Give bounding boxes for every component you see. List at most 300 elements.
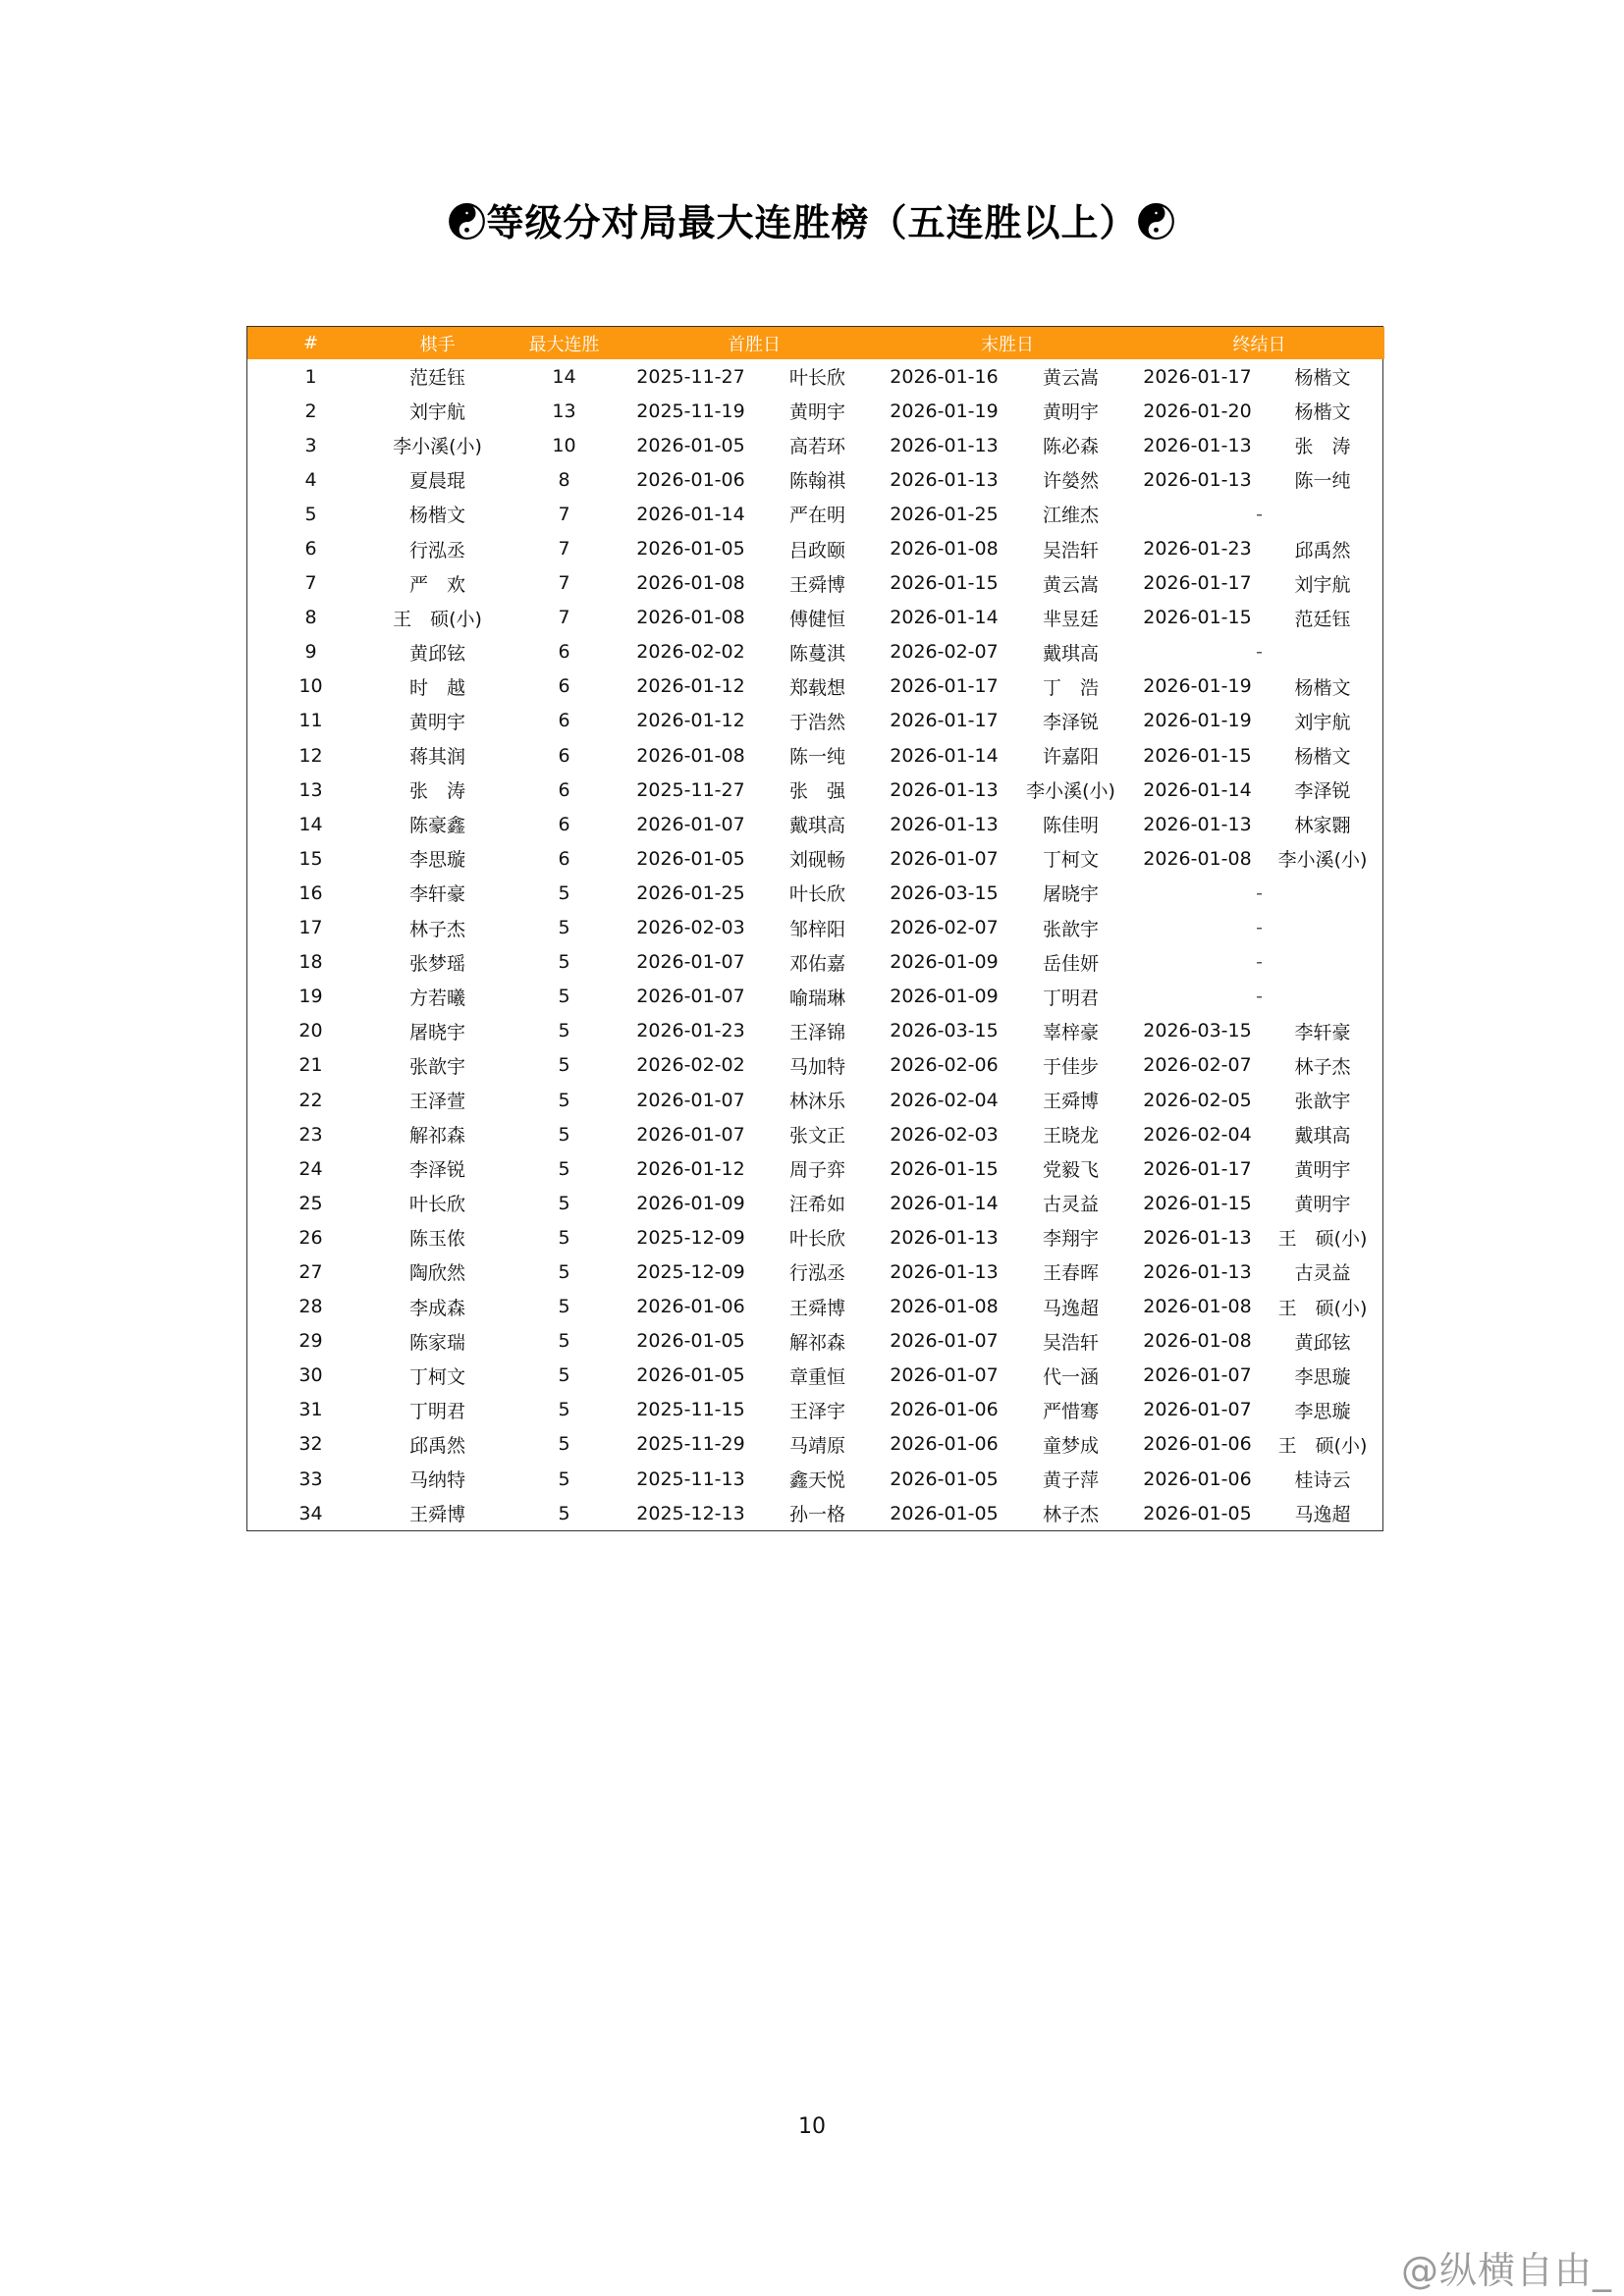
last-win-opponent-cell: 严惜骞 <box>1042 1400 1099 1422</box>
end-date-cell: - <box>1256 503 1263 525</box>
first-win-date-cell: 2026-02-02 <box>636 1054 745 1077</box>
table-row <box>247 497 1384 531</box>
end-opponent-cell: 王 硕(小) <box>1277 1434 1368 1457</box>
player-cell: 范廷钰 <box>408 367 465 390</box>
end-opponent-cell: 杨楷文 <box>1294 746 1351 769</box>
player-cell: 陈玉侬 <box>408 1228 465 1251</box>
streak-cell: 7 <box>558 538 570 561</box>
first-win-date-cell: 2026-01-12 <box>636 710 745 732</box>
rank-cell: 9 <box>304 641 317 664</box>
table-row <box>247 566 1384 601</box>
first-win-date-cell: 2026-01-07 <box>636 1089 745 1111</box>
end-date-cell: - <box>1256 881 1263 904</box>
first-win-date-cell: 2026-01-05 <box>636 1330 745 1353</box>
first-win-opponent-cell: 喻瑞琳 <box>788 987 845 1009</box>
end-date-cell: 2026-01-17 <box>1143 365 1252 388</box>
end-opponent-cell: 李小溪(小) <box>1277 849 1368 872</box>
first-win-opponent-cell: 马靖原 <box>788 1434 845 1457</box>
streak-cell: 5 <box>558 1123 570 1146</box>
end-opponent-cell: 黄明宇 <box>1294 1159 1351 1182</box>
player-cell: 严 欢 <box>408 573 465 596</box>
first-win-date-cell: 2026-01-23 <box>636 1020 745 1042</box>
end-date-cell: 2026-01-08 <box>1143 1296 1252 1318</box>
last-win-date-cell: 2026-01-08 <box>890 1296 999 1318</box>
first-win-opponent-cell: 解祁森 <box>788 1331 845 1354</box>
end-date-cell: 2026-01-13 <box>1143 1260 1252 1283</box>
streak-cell: 5 <box>558 1468 570 1490</box>
last-win-date-cell: 2026-02-03 <box>890 1123 999 1146</box>
first-win-opponent-cell: 陈翰祺 <box>788 470 845 493</box>
last-win-opponent-cell: 丁明君 <box>1042 987 1099 1009</box>
player-cell: 张梦瑶 <box>408 952 465 975</box>
first-win-opponent-cell: 陈一纯 <box>788 746 845 769</box>
end-date-cell: 2026-01-07 <box>1143 1364 1252 1387</box>
table-row <box>247 462 1384 497</box>
end-opponent-cell: 范廷钰 <box>1294 608 1351 630</box>
first-win-date-cell: 2026-02-03 <box>636 917 745 939</box>
last-win-opponent-cell: 代一涵 <box>1042 1365 1099 1388</box>
last-win-date-cell: 2026-01-13 <box>890 778 999 801</box>
rank-cell: 6 <box>304 538 317 561</box>
first-win-date-cell: 2025-11-13 <box>636 1468 745 1490</box>
player-cell: 黄邱铉 <box>408 642 465 665</box>
table-row <box>247 1186 1384 1220</box>
first-win-opponent-cell: 王舜博 <box>788 1297 845 1319</box>
player-cell: 王 硕(小) <box>393 608 482 630</box>
end-opponent-cell: 张 涛 <box>1294 436 1351 458</box>
first-win-date-cell: 2026-02-02 <box>636 641 745 664</box>
player-cell: 行泓丞 <box>408 539 465 561</box>
last-win-date-cell: 2026-01-17 <box>890 675 999 698</box>
end-date-cell: 2026-02-04 <box>1143 1123 1252 1146</box>
last-win-date-cell: 2026-01-15 <box>890 572 999 595</box>
end-date-cell: 2026-03-15 <box>1143 1020 1252 1042</box>
end-date-cell: 2026-01-14 <box>1143 778 1252 801</box>
last-win-date-cell: 2026-01-25 <box>890 503 999 525</box>
first-win-opponent-cell: 汪希如 <box>788 1194 845 1216</box>
end-date-cell: - <box>1256 917 1263 939</box>
streak-cell: 5 <box>558 917 570 939</box>
first-win-opponent-cell: 王泽宇 <box>788 1400 845 1422</box>
end-date-cell: 2026-02-05 <box>1143 1089 1252 1111</box>
last-win-date-cell: 2026-01-14 <box>890 1192 999 1214</box>
last-win-opponent-cell: 许嘉阳 <box>1042 746 1099 769</box>
streak-cell: 6 <box>558 778 570 801</box>
end-date-cell: 2026-01-20 <box>1143 400 1252 422</box>
first-win-date-cell: 2026-01-08 <box>636 607 745 629</box>
end-opponent-cell: 李思璇 <box>1294 1365 1351 1388</box>
streak-cell: 5 <box>558 1260 570 1283</box>
rank-cell: 7 <box>304 572 317 595</box>
table-body <box>247 359 1384 1530</box>
watermark: @纵横自由_ <box>1400 2249 1612 2292</box>
player-cell: 李泽锐 <box>408 1159 465 1182</box>
streak-cell: 5 <box>558 1296 570 1318</box>
last-win-opponent-cell: 李翔宇 <box>1042 1228 1099 1251</box>
player-cell: 李轩豪 <box>408 883 465 906</box>
last-win-date-cell: 2026-01-05 <box>890 1468 999 1490</box>
last-win-date-cell: 2026-03-15 <box>890 881 999 904</box>
first-win-date-cell: 2026-01-05 <box>636 1364 745 1387</box>
first-win-opponent-cell: 傅健恒 <box>788 608 845 630</box>
rank-cell: 11 <box>298 710 323 732</box>
last-win-date-cell: 2026-01-09 <box>890 986 999 1008</box>
rank-cell: 3 <box>304 434 317 456</box>
last-win-opponent-cell: 张歆宇 <box>1042 918 1099 940</box>
first-win-date-cell: 2026-01-07 <box>636 1123 745 1146</box>
table-row <box>247 980 1384 1014</box>
page-number: 10 <box>798 2114 826 2139</box>
first-win-date-cell: 2026-01-07 <box>636 986 745 1008</box>
last-win-opponent-cell: 马逸超 <box>1042 1297 1099 1319</box>
last-win-date-cell: 2026-01-07 <box>890 1364 999 1387</box>
end-date-cell: 2026-01-15 <box>1143 607 1252 629</box>
last-win-opponent-cell: 岳佳妍 <box>1042 952 1099 975</box>
table-row <box>247 911 1384 945</box>
end-date-cell: 2026-01-08 <box>1143 847 1252 870</box>
last-win-date-cell: 2026-01-13 <box>890 813 999 835</box>
first-win-date-cell: 2025-11-19 <box>636 400 745 422</box>
last-win-date-cell: 2026-01-19 <box>890 400 999 422</box>
end-date-cell: 2026-01-17 <box>1143 1157 1252 1180</box>
first-win-opponent-cell: 郑载想 <box>788 676 845 699</box>
rank-cell: 30 <box>298 1364 323 1387</box>
rank-cell: 5 <box>304 503 317 525</box>
end-opponent-cell: 李轩豪 <box>1294 1021 1351 1043</box>
end-opponent-cell: 杨楷文 <box>1294 367 1351 390</box>
last-win-date-cell: 2026-02-06 <box>890 1054 999 1077</box>
rank-cell: 17 <box>298 917 323 939</box>
header-last-win: 末胜日 <box>981 334 1034 355</box>
first-win-date-cell: 2025-11-29 <box>636 1433 745 1456</box>
end-opponent-cell: 张歆宇 <box>1294 1091 1351 1113</box>
header-rank: # <box>302 333 319 353</box>
rank-cell: 26 <box>298 1226 323 1249</box>
table-row <box>247 601 1384 635</box>
table-header-row <box>247 327 1384 359</box>
last-win-opponent-cell: 王春晖 <box>1042 1262 1099 1285</box>
player-cell: 张歆宇 <box>408 1055 465 1078</box>
streak-cell: 7 <box>558 572 570 595</box>
streak-cell: 5 <box>558 881 570 904</box>
player-cell: 屠晓宇 <box>408 1021 465 1043</box>
first-win-date-cell: 2026-01-09 <box>636 1192 745 1214</box>
streak-cell: 7 <box>558 503 570 525</box>
end-opponent-cell: 林子杰 <box>1294 1055 1351 1078</box>
player-cell: 林子杰 <box>408 918 465 940</box>
last-win-opponent-cell: 辜梓豪 <box>1042 1021 1099 1043</box>
last-win-opponent-cell: 李泽锐 <box>1042 711 1099 733</box>
table-row <box>247 738 1384 773</box>
first-win-opponent-cell: 叶长欣 <box>788 367 845 390</box>
end-opponent-cell: 桂诗云 <box>1294 1469 1351 1492</box>
player-cell: 方若曦 <box>408 987 465 1009</box>
first-win-opponent-cell: 邹梓阳 <box>788 918 845 940</box>
streak-table <box>247 327 1384 1530</box>
first-win-opponent-cell: 王舜博 <box>788 573 845 596</box>
streak-cell: 8 <box>558 468 570 491</box>
last-win-opponent-cell: 许嫈然 <box>1042 470 1099 493</box>
player-cell: 丁明君 <box>408 1400 465 1422</box>
table-row <box>247 1255 1384 1289</box>
player-cell: 陈豪鑫 <box>408 815 465 837</box>
last-win-opponent-cell: 江维杰 <box>1042 505 1099 527</box>
end-opponent-cell: 李思璇 <box>1294 1400 1351 1422</box>
last-win-opponent-cell: 丁柯文 <box>1042 849 1099 872</box>
streak-cell: 5 <box>558 951 570 974</box>
rank-cell: 34 <box>298 1502 323 1524</box>
player-cell: 陶欣然 <box>408 1262 465 1285</box>
end-date-cell: - <box>1256 951 1263 974</box>
end-date-cell: 2026-01-13 <box>1143 813 1252 835</box>
last-win-opponent-cell: 丁 浩 <box>1042 676 1099 699</box>
rank-cell: 32 <box>298 1433 323 1456</box>
streak-cell: 6 <box>558 744 570 767</box>
player-cell: 蒋其润 <box>408 746 465 769</box>
rank-cell: 20 <box>298 1020 323 1042</box>
rank-cell: 2 <box>304 400 317 422</box>
player-cell: 陈家瑞 <box>408 1331 465 1354</box>
first-win-opponent-cell: 张 强 <box>788 780 845 803</box>
rank-cell: 14 <box>298 813 323 835</box>
last-win-date-cell: 2026-02-07 <box>890 641 999 664</box>
player-cell: 黄明宇 <box>408 711 465 733</box>
player-cell: 刘宇航 <box>408 401 465 424</box>
header-max-streak: 最大连胜 <box>528 334 600 355</box>
last-win-date-cell: 2026-01-15 <box>890 1157 999 1180</box>
last-win-date-cell: 2026-01-13 <box>890 1260 999 1283</box>
table-row <box>247 945 1384 980</box>
end-date-cell: 2026-01-13 <box>1143 434 1252 456</box>
last-win-opponent-cell: 黄云嵩 <box>1042 573 1099 596</box>
first-win-opponent-cell: 吕政颐 <box>788 539 845 561</box>
last-win-date-cell: 2026-01-09 <box>890 951 999 974</box>
end-opponent-cell: 杨楷文 <box>1294 676 1351 699</box>
end-date-cell: 2026-01-06 <box>1143 1468 1252 1490</box>
rank-cell: 8 <box>304 607 317 629</box>
streak-cell: 5 <box>558 1089 570 1111</box>
table-row <box>247 1359 1384 1393</box>
end-date-cell: - <box>1256 641 1263 664</box>
streak-cell: 5 <box>558 1054 570 1077</box>
table-row <box>247 1427 1384 1462</box>
table-row <box>247 394 1384 428</box>
last-win-date-cell: 2026-01-06 <box>890 1433 999 1456</box>
end-opponent-cell: 刘宇航 <box>1294 711 1351 733</box>
rank-cell: 27 <box>298 1260 323 1283</box>
table-row <box>247 1462 1384 1496</box>
end-opponent-cell: 杨楷文 <box>1294 401 1351 424</box>
rank-cell: 25 <box>298 1192 323 1214</box>
player-cell: 李思璇 <box>408 849 465 872</box>
table-row <box>247 669 1384 704</box>
streak-cell: 6 <box>558 675 570 698</box>
first-win-opponent-cell: 黄明宇 <box>788 401 845 424</box>
end-date-cell: 2026-01-07 <box>1143 1399 1252 1421</box>
first-win-opponent-cell: 林沐乐 <box>788 1091 845 1113</box>
rank-cell: 18 <box>298 951 323 974</box>
table-row <box>247 773 1384 807</box>
last-win-date-cell: 2026-02-04 <box>890 1089 999 1111</box>
first-win-opponent-cell: 鑫天悦 <box>788 1469 845 1492</box>
table-row <box>247 1014 1384 1048</box>
end-opponent-cell: 黄邱铉 <box>1294 1331 1351 1354</box>
first-win-date-cell: 2025-11-15 <box>636 1399 745 1421</box>
last-win-date-cell: 2026-01-07 <box>890 1330 999 1353</box>
streak-cell: 10 <box>552 434 576 456</box>
last-win-date-cell: 2026-01-06 <box>890 1399 999 1421</box>
first-win-date-cell: 2026-01-14 <box>636 503 745 525</box>
end-date-cell: 2026-01-15 <box>1143 1192 1252 1214</box>
first-win-opponent-cell: 戴琪高 <box>788 815 845 837</box>
player-cell: 马纳特 <box>408 1469 465 1492</box>
first-win-opponent-cell: 叶长欣 <box>788 883 845 906</box>
rank-cell: 1 <box>304 365 317 388</box>
end-date-cell: 2026-01-06 <box>1143 1433 1252 1456</box>
last-win-opponent-cell: 于佳步 <box>1042 1055 1099 1078</box>
end-date-cell: 2026-01-15 <box>1143 744 1252 767</box>
first-win-opponent-cell: 王泽锦 <box>788 1021 845 1043</box>
first-win-opponent-cell: 于浩然 <box>788 711 845 733</box>
end-date-cell: - <box>1256 986 1263 1008</box>
streak-cell: 6 <box>558 813 570 835</box>
end-opponent-cell: 王 硕(小) <box>1277 1297 1368 1319</box>
end-opponent-cell: 陈一纯 <box>1294 470 1351 493</box>
first-win-opponent-cell: 严在明 <box>788 505 845 527</box>
end-opponent-cell: 刘宇航 <box>1294 573 1351 596</box>
table-row <box>247 428 1384 462</box>
rank-cell: 15 <box>298 847 323 870</box>
player-cell: 李成森 <box>408 1297 465 1319</box>
last-win-opponent-cell: 李小溪(小) <box>1026 780 1115 803</box>
rank-cell: 12 <box>298 744 323 767</box>
table-row <box>247 876 1384 910</box>
last-win-opponent-cell: 林子杰 <box>1042 1504 1099 1526</box>
last-win-opponent-cell: 王舜博 <box>1042 1091 1099 1113</box>
last-win-opponent-cell: 黄明宇 <box>1042 401 1099 424</box>
streak-cell: 5 <box>558 1502 570 1524</box>
last-win-date-cell: 2026-01-13 <box>890 468 999 491</box>
header-first-win: 首胜日 <box>728 334 781 355</box>
streak-cell: 5 <box>558 1226 570 1249</box>
table-row <box>247 807 1384 841</box>
table-row <box>247 1290 1384 1324</box>
streak-cell: 5 <box>558 1157 570 1180</box>
end-opponent-cell: 黄明宇 <box>1294 1194 1351 1216</box>
last-win-opponent-cell: 黄云嵩 <box>1042 367 1099 390</box>
last-win-date-cell: 2026-01-05 <box>890 1502 999 1524</box>
rank-cell: 10 <box>298 675 323 698</box>
end-opponent-cell: 戴琪高 <box>1294 1125 1351 1148</box>
streak-cell: 7 <box>558 607 570 629</box>
end-date-cell: 2026-01-13 <box>1143 1226 1252 1249</box>
player-cell: 时 越 <box>408 676 465 699</box>
first-win-date-cell: 2025-11-27 <box>636 365 745 388</box>
streak-cell: 5 <box>558 1364 570 1387</box>
end-date-cell: 2026-02-07 <box>1143 1054 1252 1077</box>
first-win-date-cell: 2026-01-05 <box>636 434 745 456</box>
rank-cell: 4 <box>304 468 317 491</box>
player-cell: 解祁森 <box>408 1125 465 1148</box>
header-end-date: 终结日 <box>1232 334 1286 355</box>
first-win-date-cell: 2026-01-05 <box>636 847 745 870</box>
last-win-date-cell: 2026-01-07 <box>890 847 999 870</box>
player-cell: 王泽萱 <box>408 1091 465 1113</box>
first-win-opponent-cell: 行泓丞 <box>788 1262 845 1285</box>
streak-cell: 5 <box>558 1020 570 1042</box>
table-row <box>247 1048 1384 1083</box>
first-win-date-cell: 2026-01-08 <box>636 744 745 767</box>
first-win-opponent-cell: 刘砚畅 <box>788 849 845 872</box>
first-win-date-cell: 2025-12-13 <box>636 1502 745 1524</box>
last-win-opponent-cell: 党毅飞 <box>1042 1159 1099 1182</box>
first-win-date-cell: 2025-11-27 <box>636 778 745 801</box>
table-row <box>247 531 1384 565</box>
end-date-cell: 2026-01-19 <box>1143 675 1252 698</box>
table-row <box>247 1151 1384 1186</box>
end-opponent-cell: 王 硕(小) <box>1277 1228 1368 1251</box>
end-opponent-cell: 古灵益 <box>1294 1262 1351 1285</box>
rank-cell: 24 <box>298 1157 323 1180</box>
first-win-date-cell: 2026-01-12 <box>636 675 745 698</box>
first-win-opponent-cell: 邓佑嘉 <box>788 952 845 975</box>
table-row <box>247 704 1384 738</box>
player-cell: 丁柯文 <box>408 1365 465 1388</box>
streak-cell: 5 <box>558 1192 570 1214</box>
first-win-opponent-cell: 张文正 <box>788 1125 845 1148</box>
end-date-cell: 2026-01-23 <box>1143 538 1252 561</box>
table-row <box>247 1496 1384 1530</box>
first-win-date-cell: 2026-01-25 <box>636 881 745 904</box>
first-win-opponent-cell: 章重恒 <box>788 1365 845 1388</box>
end-date-cell: 2026-01-13 <box>1143 468 1252 491</box>
streak-cell: 5 <box>558 1330 570 1353</box>
table-row <box>247 1117 1384 1151</box>
player-cell: 李小溪(小) <box>393 436 482 458</box>
first-win-opponent-cell: 孙一格 <box>788 1504 845 1526</box>
first-win-opponent-cell: 陈蔓淇 <box>788 642 845 665</box>
last-win-opponent-cell: 陈必森 <box>1042 436 1099 458</box>
rank-cell: 22 <box>298 1089 323 1111</box>
table-row <box>247 841 1384 876</box>
first-win-date-cell: 2026-01-07 <box>636 813 745 835</box>
last-win-opponent-cell: 芈昱廷 <box>1042 608 1099 630</box>
end-opponent-cell: 马逸超 <box>1294 1504 1351 1526</box>
streak-cell: 6 <box>558 847 570 870</box>
first-win-date-cell: 2026-01-07 <box>636 951 745 974</box>
last-win-opponent-cell: 陈佳明 <box>1042 815 1099 837</box>
streak-cell: 13 <box>552 400 576 422</box>
last-win-opponent-cell: 古灵益 <box>1042 1194 1099 1216</box>
last-win-opponent-cell: 黄子萍 <box>1042 1469 1099 1492</box>
table-row <box>247 635 1384 669</box>
first-win-date-cell: 2026-01-05 <box>636 538 745 561</box>
last-win-date-cell: 2026-01-08 <box>890 538 999 561</box>
last-win-date-cell: 2026-01-14 <box>890 607 999 629</box>
streak-cell: 6 <box>558 641 570 664</box>
streak-table-container <box>246 326 1383 1531</box>
last-win-opponent-cell: 王晓龙 <box>1042 1125 1099 1148</box>
last-win-opponent-cell: 吴浩轩 <box>1042 1331 1099 1354</box>
table-row <box>247 1083 1384 1117</box>
first-win-opponent-cell: 叶长欣 <box>788 1228 845 1251</box>
streak-cell: 5 <box>558 986 570 1008</box>
rank-cell: 19 <box>298 986 323 1008</box>
first-win-opponent-cell: 马加特 <box>788 1055 845 1078</box>
last-win-date-cell: 2026-03-15 <box>890 1020 999 1042</box>
player-cell: 邱禹然 <box>408 1434 465 1457</box>
end-opponent-cell: 李泽锐 <box>1294 780 1351 803</box>
